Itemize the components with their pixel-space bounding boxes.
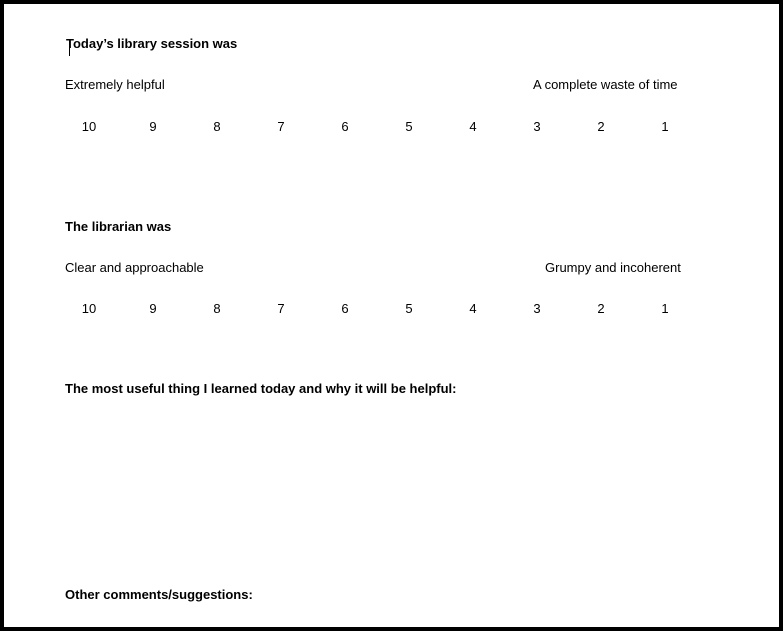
q2-rating-2[interactable]: 2 <box>597 301 605 316</box>
q2-rating-9[interactable]: 9 <box>149 301 157 316</box>
q1-left-anchor[interactable]: Extremely helpful <box>65 77 165 92</box>
q1-rating-4[interactable]: 4 <box>469 119 477 134</box>
q2-rating-10[interactable]: 10 <box>81 301 97 316</box>
q1-rating-8[interactable]: 8 <box>213 119 221 134</box>
q2-rating-8[interactable]: 8 <box>213 301 221 316</box>
q2-rating-5[interactable]: 5 <box>405 301 413 316</box>
q2-rating-3[interactable]: 3 <box>533 301 541 316</box>
q1-rating-2[interactable]: 2 <box>597 119 605 134</box>
q2-rating-6[interactable]: 6 <box>341 301 349 316</box>
q2-rating-7[interactable]: 7 <box>277 301 285 316</box>
q1-rating-9[interactable]: 9 <box>149 119 157 134</box>
q3-response-area[interactable] <box>65 404 725 574</box>
q1-heading[interactable]: Today’s library session was <box>66 36 238 51</box>
q1-rating-6[interactable]: 6 <box>341 119 349 134</box>
q2-rating-4[interactable]: 4 <box>469 301 477 316</box>
q1-rating-7[interactable]: 7 <box>277 119 285 134</box>
q2-rating-1[interactable]: 1 <box>661 301 669 316</box>
q1-right-anchor[interactable]: A complete waste of time <box>533 77 678 92</box>
q1-rating-10[interactable]: 10 <box>81 119 97 134</box>
q3-heading[interactable]: The most useful thing I learned today and why it will be helpful: <box>65 381 457 396</box>
q1-rating-scale <box>4 119 783 135</box>
q1-rating-3[interactable]: 3 <box>533 119 541 134</box>
q2-right-anchor[interactable]: Grumpy and incoherent <box>545 260 681 275</box>
q4-heading[interactable]: Other comments/suggestions: <box>65 587 253 602</box>
q2-rating-scale <box>4 301 783 317</box>
q2-left-anchor[interactable]: Clear and approachable <box>65 260 204 275</box>
q1-rating-1[interactable]: 1 <box>661 119 669 134</box>
q2-heading[interactable]: The librarian was <box>65 219 172 234</box>
q1-rating-5[interactable]: 5 <box>405 119 413 134</box>
